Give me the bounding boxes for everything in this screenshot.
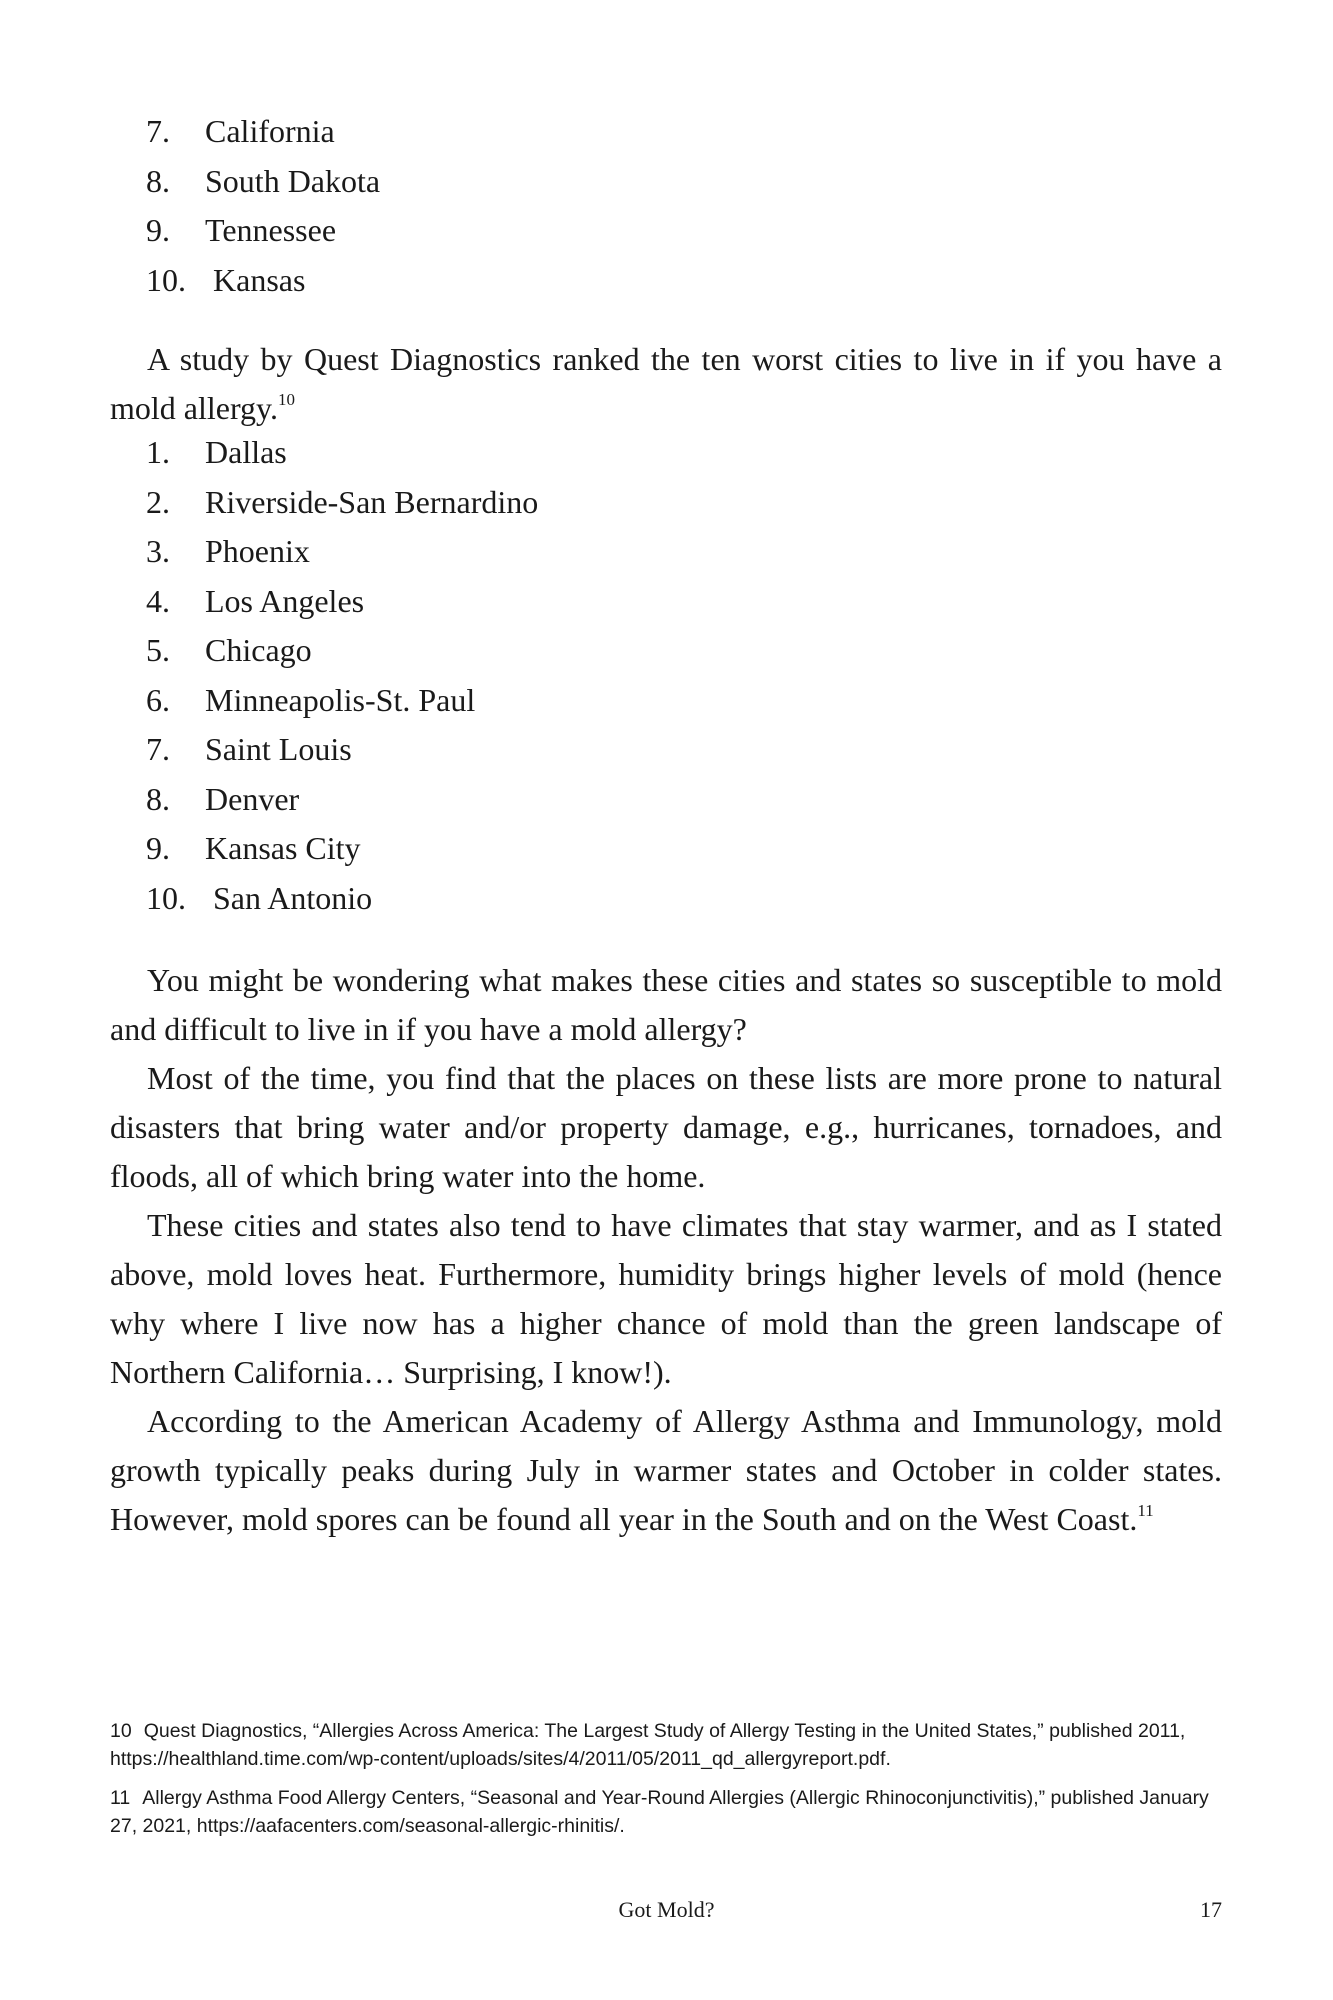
- footnotes: [110, 1717, 1222, 1851]
- list-item: [146, 626, 538, 676]
- list-item: [146, 206, 380, 256]
- body-text: [110, 956, 1222, 1544]
- running-footer-title: Got Mold?: [618, 1897, 715, 1922]
- list-item-number: 8.: [146, 780, 170, 817]
- list-item: [146, 676, 538, 726]
- list-item-label: California: [205, 113, 335, 149]
- list-item: [146, 478, 538, 528]
- footnote-number: 11: [110, 1787, 131, 1809]
- list-item-label: South Dakota: [205, 162, 381, 199]
- footnote-text: Quest Diagnostics, “Allergies Across America: The Largest Study of Allergy Testing in the United States,” published 2011, https://healthland.time.com/wp-content/uploads/sites/4/2011/05/2011_qd_allergyreport.pdf.: [110, 1720, 1186, 1770]
- paragraph: These cities and states also tend to have climates that stay warmer, and as I stated above, mold loves heat. Furthermore, humidity brings higher levels of mold (hence why where I live now has a higher chance of mold than the green landscape of Northern California… Surprising, I know!).: [110, 1207, 1222, 1390]
- list-item-number: 10.: [146, 879, 186, 916]
- footnote: [110, 1717, 1222, 1773]
- list-item-label: Los Angeles: [205, 582, 365, 619]
- states-list-continued: [146, 107, 380, 305]
- list-item-number: 7.: [146, 113, 170, 149]
- list-item-label: San Antonio: [213, 879, 373, 916]
- list-item-number: 6.: [146, 681, 170, 718]
- intro-paragraph: [110, 335, 1222, 433]
- list-item-number: 3.: [146, 533, 170, 569]
- list-item-number: 1.: [146, 434, 170, 470]
- list-item: [146, 428, 538, 478]
- footnote-ref[interactable]: 10: [277, 390, 295, 409]
- list-item: [146, 824, 538, 874]
- list-item-number: 8.: [146, 162, 170, 199]
- list-item-label: Kansas City: [205, 830, 361, 866]
- footnote: [110, 1784, 1222, 1840]
- list-item-number: 9.: [146, 830, 170, 866]
- list-item-label: Chicago: [205, 632, 312, 668]
- paragraph: [110, 1397, 1222, 1544]
- list-item-number: 10.: [146, 261, 186, 298]
- list-item: [146, 107, 380, 157]
- paragraph-text: According to the American Academy of Allergy Asthma and Immunology, mold growth typically peaks during July in warmer states and October in colder states. However, mold spores can be found all year in the South and on the West Coast.: [110, 1403, 1222, 1537]
- list-item: [146, 775, 538, 825]
- footnote-ref[interactable]: 11: [1137, 1501, 1154, 1520]
- list-item-label: Phoenix: [205, 533, 310, 569]
- list-item-label: Kansas: [213, 261, 306, 298]
- list-item-number: 5.: [146, 632, 170, 668]
- list-item: [146, 577, 538, 627]
- list-item: [146, 157, 380, 207]
- paragraph: You might be wondering what makes these cities and states so susceptible to mold and difficult to live in if you have a mold allergy?: [110, 962, 1222, 1047]
- list-item: [146, 874, 538, 924]
- paragraph: Most of the time, you find that the places on these lists are more prone to natural disasters that bring water and/or property damage, e.g., hurricanes, tornadoes, and floods, all of which bring water into the home.: [110, 1060, 1222, 1194]
- list-item: [146, 527, 538, 577]
- list-item: [146, 256, 380, 306]
- list-item-label: Denver: [205, 780, 300, 817]
- list-item: [146, 725, 538, 775]
- list-item-number: 7.: [146, 731, 170, 767]
- footnote-text: Allergy Asthma Food Allergy Centers, “Seasonal and Year-Round Allergies (Allergic Rhinoconjunctivitis),” published January 27, 2021, https://aafacenters.com/seasonal-allergic-rhinitis/.: [110, 1787, 1209, 1837]
- page-number: 17: [1200, 1897, 1222, 1922]
- intro-text: A study by Quest Diagnostics ranked the ten worst cities to live in if you have a mold allergy.: [110, 341, 1222, 426]
- list-item-label: Saint Louis: [205, 731, 352, 767]
- cities-list: [146, 428, 538, 923]
- list-item-number: 9.: [146, 212, 170, 248]
- list-item-label: Minneapolis-St. Paul: [205, 681, 476, 718]
- list-item-number: 4.: [146, 582, 170, 619]
- list-item-number: 2.: [146, 483, 170, 520]
- list-item-label: Riverside-San Bernardino: [205, 483, 539, 520]
- list-item-label: Dallas: [205, 434, 287, 470]
- list-item-label: Tennessee: [205, 212, 337, 248]
- footnote-number: 10: [110, 1720, 132, 1742]
